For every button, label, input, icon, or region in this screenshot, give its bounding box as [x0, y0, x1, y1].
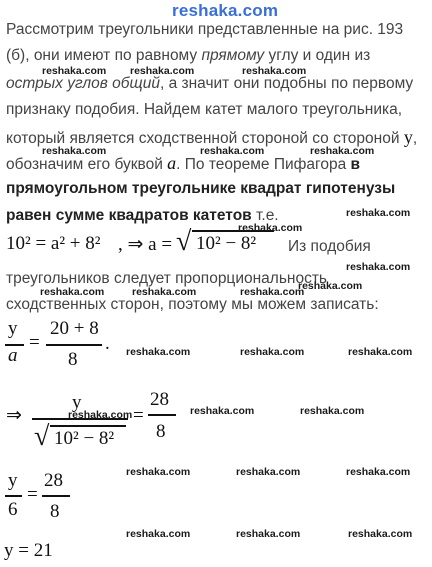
text-line-6-a: обозначим его буквой [6, 156, 163, 173]
fraction3-right-denominator: 8 [50, 501, 60, 522]
sqrt-radicand: 10² − 8² [196, 233, 257, 254]
text-line-8-b: т.е. [256, 207, 279, 224]
var-a: a [167, 153, 177, 173]
fraction2-sqrt-sign: √ [34, 421, 50, 452]
text-line-5-a: который является сходственной стороной со стороной [6, 130, 400, 147]
text-line-6-bold: в [350, 156, 361, 173]
watermark: reshaka.com [240, 286, 305, 298]
watermark: reshaka.com [300, 405, 365, 417]
text-line-7: прямоугольном треугольнике квадрат гипотенузы [6, 180, 396, 197]
fraction2-equals: = [133, 405, 144, 426]
fraction1-period: . [105, 333, 110, 354]
watermark: reshaka.com [242, 65, 307, 77]
watermark: reshaka.com [40, 286, 105, 298]
fraction3-right-bar [42, 495, 70, 497]
watermark: reshaka.com [126, 528, 191, 540]
fraction1-denominator: a [8, 345, 18, 366]
watermark: reshaka.com [68, 409, 133, 421]
fraction2-right-numerator: 28 [150, 389, 169, 410]
fraction1-right-bar [46, 344, 102, 346]
watermark: reshaka.com [298, 280, 363, 292]
watermark: reshaka.com [240, 346, 305, 358]
watermark: reshaka.com [310, 145, 375, 157]
text-line-3-italic: острых углов общий [6, 75, 160, 92]
sqrt-sign: √ [176, 226, 192, 257]
text-line-1: Рассмотрим треугольники представленные на рис. 193 [6, 21, 404, 38]
text-line-3 [6, 75, 413, 93]
text-line-4: признаку подобия. Найдем катет малого треугольника, [6, 101, 403, 118]
fraction3-equals: = [27, 484, 38, 505]
watermark: reshaka.com [190, 405, 255, 417]
fraction2-numerator: y [72, 392, 82, 413]
watermark: reshaka.com [42, 65, 107, 77]
watermark: reshaka.com [200, 145, 265, 157]
watermark: reshaka.com [236, 528, 301, 540]
text-line-8-bold: равен сумме квадратов катетов [6, 207, 252, 224]
site-logo[interactable]: reshaka.com [172, 1, 279, 20]
text-line-10: треугольников следует пропорциональность [6, 270, 327, 287]
fraction1-numerator: y [8, 318, 18, 339]
watermark: reshaka.com [126, 346, 191, 358]
text-line-2-italic: прямому [201, 47, 265, 64]
pythagoras-equation: 10² = a² + 8² [6, 233, 101, 254]
implies-arrow: ⇒ [6, 405, 22, 426]
watermark: reshaka.com [348, 528, 413, 540]
fraction1-equals: = [29, 332, 40, 353]
fraction3-right-numerator: 28 [44, 470, 63, 491]
fraction2-denominator: 10² − 8² [54, 428, 115, 449]
fraction2-right-denominator: 8 [156, 421, 166, 442]
text-line-6-b: . По теореме Пифагора [176, 156, 347, 173]
watermark: reshaka.com [236, 466, 301, 478]
fraction3-bar [5, 495, 22, 497]
text-line-5-b: , [412, 130, 418, 147]
text-line-2 [6, 47, 370, 65]
watermark: reshaka.com [42, 145, 107, 157]
watermark: reshaka.com [130, 65, 195, 77]
watermark: reshaka.com [132, 286, 197, 298]
text-line-9-tail: Из подобия [288, 238, 371, 255]
result-equation: y = 21 [4, 540, 53, 561]
text-line-11: сходственных сторон, поэтому мы можем записать: [6, 296, 379, 313]
fraction2-right-bar [148, 414, 176, 416]
fraction1-right-denominator: 8 [68, 349, 78, 370]
watermark: reshaka.com [346, 261, 411, 273]
watermark: reshaka.com [346, 466, 411, 478]
fraction1-right-numerator: 20 + 8 [50, 318, 99, 339]
watermark: reshaka.com [346, 207, 411, 219]
fraction3-numerator: y [8, 470, 18, 491]
watermark: reshaka.com [238, 222, 303, 234]
implies-a: , ⇒ a = [118, 234, 173, 255]
text-line-3-b: , а значит они подобны по первому [159, 75, 414, 92]
text-line-2-c: углу и один из [268, 47, 371, 64]
var-y: y [403, 127, 413, 147]
text-line-2-a: (б), они имеют по равному [6, 47, 198, 64]
fraction3-denominator: 6 [8, 499, 18, 520]
watermark: reshaka.com [126, 466, 191, 478]
watermark: reshaka.com [348, 346, 413, 358]
fraction2-sqrt-overline [50, 425, 126, 427]
